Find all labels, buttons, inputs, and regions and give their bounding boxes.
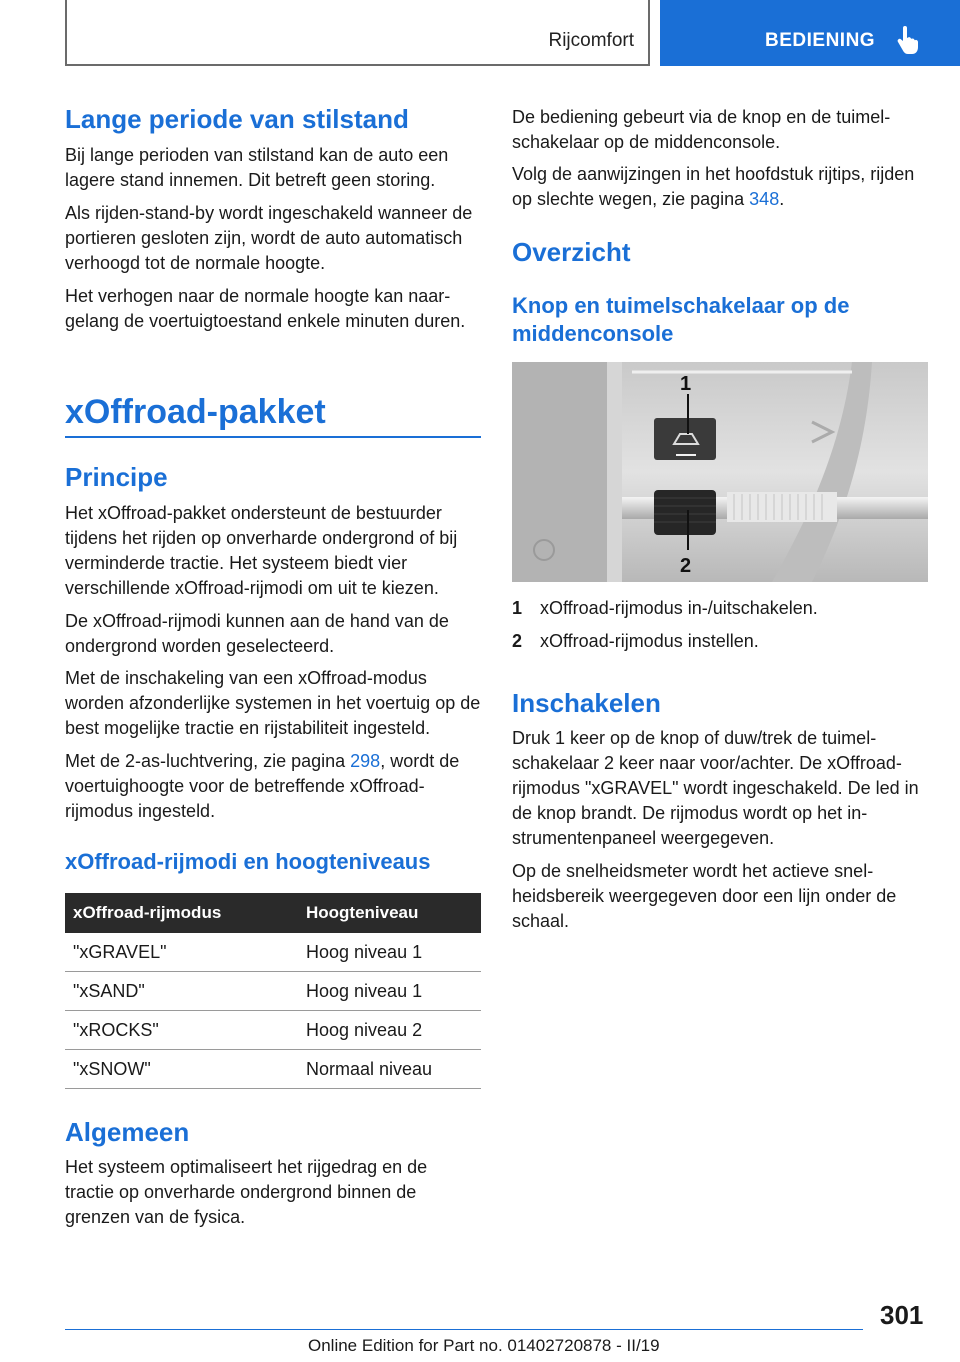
page-link-348[interactable]: 348 [749,189,780,209]
heading-principe: Principe [65,462,168,492]
table-cell-mode: "xGRAVEL" [73,941,167,962]
table-cell-level: Normaal niveau [306,1058,433,1079]
table-cell-mode: "xSNOW" [73,1058,151,1079]
text-luchtvering-pre: Met de 2-as-luchtvering, zie pagina [65,751,351,771]
list-item-text: xOffroad-rijmodus instellen. [540,631,759,651]
heading-underline [65,436,481,438]
heading-knop: Knop en tuimelschakelaar op de middenconsole [512,293,850,346]
paragraph-stilstand-2: Als rijden-stand-by wordt ingeschakeld wanneer de portieren gesloten zijn, wordt de auto automatisch verhoogd tot de normale hoogte. [65,203,473,273]
table-cell-level: Hoog niveau 1 [306,980,423,1001]
heading-inschakelen: Inschakelen [512,688,661,718]
table-cell-mode: "xSAND" [73,980,145,1001]
heading-stilstand: Lange periode van stilstand [65,104,409,134]
header-section-box [65,0,650,66]
paragraph-stilstand-3: Het verhogen naar de normale hoogte kan naargelang de voertuigtoestand enkele minuten duren. [65,286,466,331]
paragraph-principe-3: Met de inschakeling van een xOffroad-modus worden afzonderlijke systemen in het voertuig op de best mogelijke tractie en rijstabiliteit ingesteld. [65,668,481,738]
heading-algemeen: Algemeen [65,1117,190,1147]
table-cell-mode: "xROCKS" [73,1019,159,1040]
list-item-number: 1 [512,598,523,618]
paragraph-bediening-1: De bediening gebeurt via de knop en de tuimelschakelaar op de middenconsole. [512,107,891,152]
paragraph-principe-1: Het xOffroad-pakket ondersteunt de bestuurder tijdens het rijden op onverharde ondergrond of bij verminderde tractie. Het systeem biedt vier verschillende xOffroad-rijmodi om uit te kiezen. [65,503,458,598]
center-console-photo [512,362,928,582]
pointing-hand-icon [896,26,920,56]
heading-rijmodi: xOffroad-rijmodi en hoogteniveaus [65,849,431,874]
page-link-298[interactable]: 298 [350,751,381,771]
table-header [65,893,481,933]
table-header-mode: xOffroad-rijmodus [73,903,222,922]
header-section-title: Rijcomfort [548,30,634,51]
paragraph-principe-4 [65,749,481,824]
paragraph-stilstand-1: Bij lange perioden van stilstand kan de auto een lagere stand innemen. Dit betreft geen storing. [65,145,449,190]
footer-rule [65,1329,863,1330]
heading-xoffroad-pakket: xOffroad-pakket [65,393,326,431]
page-number: 301 [880,1300,924,1330]
rijmodi-table [65,893,481,1089]
table-row [65,1050,481,1089]
photo-callout-1: 1 [680,373,692,395]
text-rijtips-pre: Volg de aanwijzingen in het hoofdstuk rijtips, rijden op slechte wegen, zie pagina [512,164,915,209]
list-item-text: xOffroad-rijmodus in-/uitschakelen. [540,598,818,618]
footer-edition: Online Edition for Part no. 01402720878 - II/19 [308,1336,660,1355]
paragraph-inschakelen-2: Op de snelheidsmeter wordt het actieve snelheidsbereik weergegeven door een lijn onder de schaal. [512,861,897,931]
table-row [65,933,481,972]
paragraph-principe-2: De xOffroad-rijmodi kunnen aan de hand van de ondergrond worden geselecteerd. [65,611,449,656]
chapter-tab-label: BEDIENING [765,30,876,51]
photo-callout-2: 2 [680,555,692,577]
list-item-number: 2 [512,631,523,651]
table-cell-level: Hoog niveau 2 [306,1019,423,1040]
text-luchtvering-post: , wordt de voertuighoogte voor de betreffende xOffroad-rijmodus ingesteld. [65,751,460,821]
table-row [65,1011,481,1050]
text-rijtips-post: . [779,189,785,209]
table-row [65,972,481,1011]
paragraph-inschakelen-1: Druk 1 keer op de knop of duw/trek de tuimelschakelaar 2 keer naar voor/achter. De xOffroad-rijmodus "xGRAVEL" wordt ingeschakeld. De led in de knop brandt. De rijmodus wordt op het instrumentenpaneel weergegeven. [512,728,919,848]
heading-overzicht: Overzicht [512,237,631,267]
chapter-tab[interactable] [660,0,960,66]
paragraph-algemeen: Het systeem optimaliseert het rijgedrag en de tractie op onverharde ondergrond binnen de grenzen van de fysica. [65,1157,428,1227]
paragraph-bediening-2 [512,162,928,212]
table-header-level: Hoogteniveau [306,903,419,922]
table-cell-level: Hoog niveau 1 [306,941,423,962]
